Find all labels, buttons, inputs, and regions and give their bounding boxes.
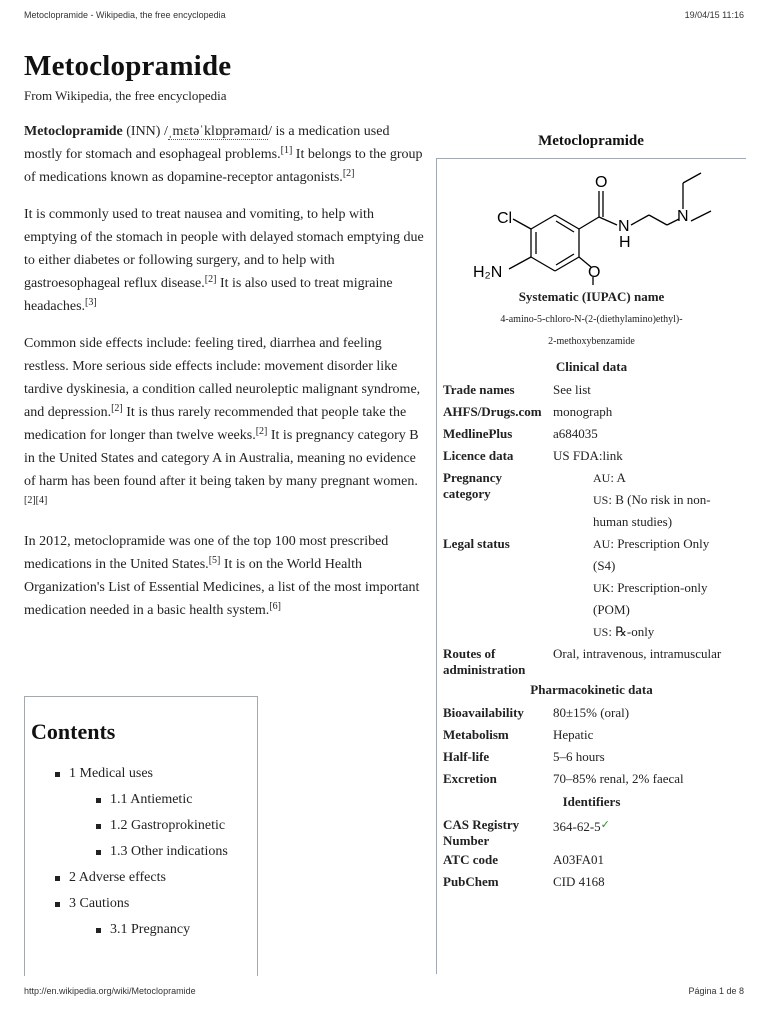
- atom-n-amine: N: [677, 208, 689, 225]
- article-body: [24, 120, 424, 636]
- reference-link[interactable]: [2]: [255, 426, 268, 437]
- reference-link[interactable]: [5]: [208, 555, 221, 566]
- drugbox: [436, 158, 746, 974]
- atom-n-amide: N: [618, 218, 630, 235]
- reference-link[interactable]: [2][4]: [24, 495, 48, 506]
- print-footer: [24, 986, 744, 996]
- row-medlineplus: MedlinePlus a684035: [437, 423, 746, 445]
- row-excretion: Excretion 70–85% renal, 2% faecal: [443, 771, 684, 786]
- row-trade-names: Trade names See list: [437, 379, 746, 401]
- print-datetime: 19/04/15 11:16: [684, 10, 744, 20]
- trade-names-link[interactable]: See list: [553, 382, 591, 397]
- cas-link[interactable]: 364-62-5: [553, 819, 601, 834]
- toc-list: [31, 761, 251, 943]
- table-of-contents: [24, 696, 258, 976]
- chemical-structure: [437, 159, 746, 287]
- print-header: [24, 10, 744, 20]
- infobox-title: Metoclopramide: [538, 133, 644, 149]
- print-page-number: Página 1 de 8: [688, 986, 744, 996]
- toc-title: Contents: [31, 719, 116, 744]
- bold-term: Metoclopramide: [24, 124, 123, 139]
- toc-item-cautions[interactable]: 3 Cautions: [31, 891, 251, 917]
- row-legal-status: Legal status AU: Prescription Only (S4) UK: Prescription-only (POM) US: ℞-only: [443, 536, 710, 639]
- reference-link[interactable]: [1]: [280, 145, 293, 156]
- clinical-data-heading: Clinical data: [555, 359, 628, 374]
- atom-o-carbonyl: O: [595, 174, 608, 191]
- paragraph-prescriptions: In 2012, metoclopramide was one of the top 100 most prescribed medications in the United States.[5] It is on the World Health Organization's List of Essential Medicines, a list of the most important medication needed in a basic health system.[6]: [24, 534, 420, 618]
- row-atc: ATC code A03FA01: [437, 849, 746, 871]
- iupac-name: 4-amino-5-chloro-N-(2-(diethylamino)ethyl)- 2-methoxybenzamide: [500, 314, 683, 347]
- toc-item-medical-uses[interactable]: 1 Medical uses: [31, 761, 251, 787]
- row-pregnancy: Pregnancy category AU: A US: B (No risk in non- human studies): [443, 470, 711, 529]
- toc-item-adverse-effects[interactable]: 2 Adverse effects: [31, 865, 251, 891]
- reference-link[interactable]: [2]: [342, 168, 355, 179]
- reference-link[interactable]: [2]: [204, 274, 217, 285]
- atom-o-methoxy: O: [588, 264, 601, 281]
- pharmacokinetic-heading: Pharmacokinetic data: [530, 682, 653, 697]
- toc-item-antiemetic[interactable]: 1.1 Antiemetic: [31, 787, 251, 813]
- page-subtitle: From Wikipedia, the free encyclopedia: [24, 88, 227, 103]
- iupac-heading: Systematic (IUPAC) name: [518, 289, 665, 304]
- row-routes: Routes of administration Oral, intravenous, intramuscular: [443, 646, 722, 677]
- ahfs-link[interactable]: monograph: [553, 404, 613, 419]
- atom-h-amide: H: [619, 234, 631, 251]
- medlineplus-link[interactable]: a684035: [553, 426, 598, 441]
- row-ahfs: AHFS/Drugs.com monograph: [437, 401, 746, 423]
- paragraph-side-effects: Common side effects include: feeling tired, diarrhea and feeling restless. More serious side effects include: movement disorder like tardive dyskinesia, a condition called neuroleptic malignant syndrome, and depression.[2] It is thus rarely recommended that people take the medication for longer than twelve weeks.[2] It is pregnancy category B in the United States and category A in Australia, meaning no evidence of harm has been found after it being taken by many pregnant women.[2][4]: [24, 336, 421, 506]
- row-half-life: Half-life 5–6 hours: [443, 749, 605, 764]
- row-bioavailability: Bioavailability 80±15% (oral): [443, 705, 630, 720]
- row-pubchem: PubChem CID 4168: [437, 871, 746, 893]
- ipa-pronunciation[interactable]: ˌmɛtəˈklɒprəmaɪd: [167, 124, 269, 139]
- paragraph-intro: Metoclopramide (INN) /ˌmɛtəˈklɒprəmaɪd/ is a medication used mostly for stomach and esophageal problems.[1] It belongs to the group of medications known as dopamine-receptor antagonists.[2]: [24, 124, 423, 185]
- paragraph-uses: It is commonly used to treat nausea and vomiting, to help with emptying of the stomach in people with delayed stomach emptying due to either diabetes or following surgery, and to help with gastroesophageal reflux disease.[2] It is also used to treat migraine headaches.[3]: [24, 207, 424, 314]
- pubchem-link[interactable]: CID 4168: [553, 874, 605, 889]
- check-icon: ✓: [600, 819, 610, 831]
- atom-h2n: H₂N: [473, 264, 503, 281]
- row-metabolism: Metabolism Hepatic: [443, 727, 594, 742]
- structure-diagram: [461, 169, 723, 285]
- row-licence: Licence data US FDA:link: [437, 445, 746, 467]
- licence-link[interactable]: US FDA:link: [553, 448, 623, 463]
- atc-link[interactable]: A03FA01: [553, 852, 605, 867]
- row-cas: CAS Registry Number 364-62-5✓: [443, 817, 610, 848]
- reference-link[interactable]: [6]: [269, 601, 281, 612]
- reference-link[interactable]: [2]: [111, 403, 123, 414]
- identifiers-heading: Identifiers: [562, 794, 621, 809]
- page-title: Metoclopramide: [24, 50, 232, 82]
- print-url: http://en.wikipedia.org/wiki/Metoclopramide: [24, 986, 196, 996]
- toc-item-pregnancy[interactable]: 3.1 Pregnancy: [31, 917, 251, 943]
- toc-item-other-indications[interactable]: 1.3 Other indications: [31, 839, 251, 865]
- atom-cl: Cl: [497, 210, 513, 227]
- reference-link[interactable]: [3]: [85, 297, 97, 308]
- toc-item-gastroprokinetic[interactable]: 1.2 Gastroprokinetic: [31, 813, 251, 839]
- print-page-title: Metoclopramide - Wikipedia, the free encyclopedia: [24, 10, 226, 20]
